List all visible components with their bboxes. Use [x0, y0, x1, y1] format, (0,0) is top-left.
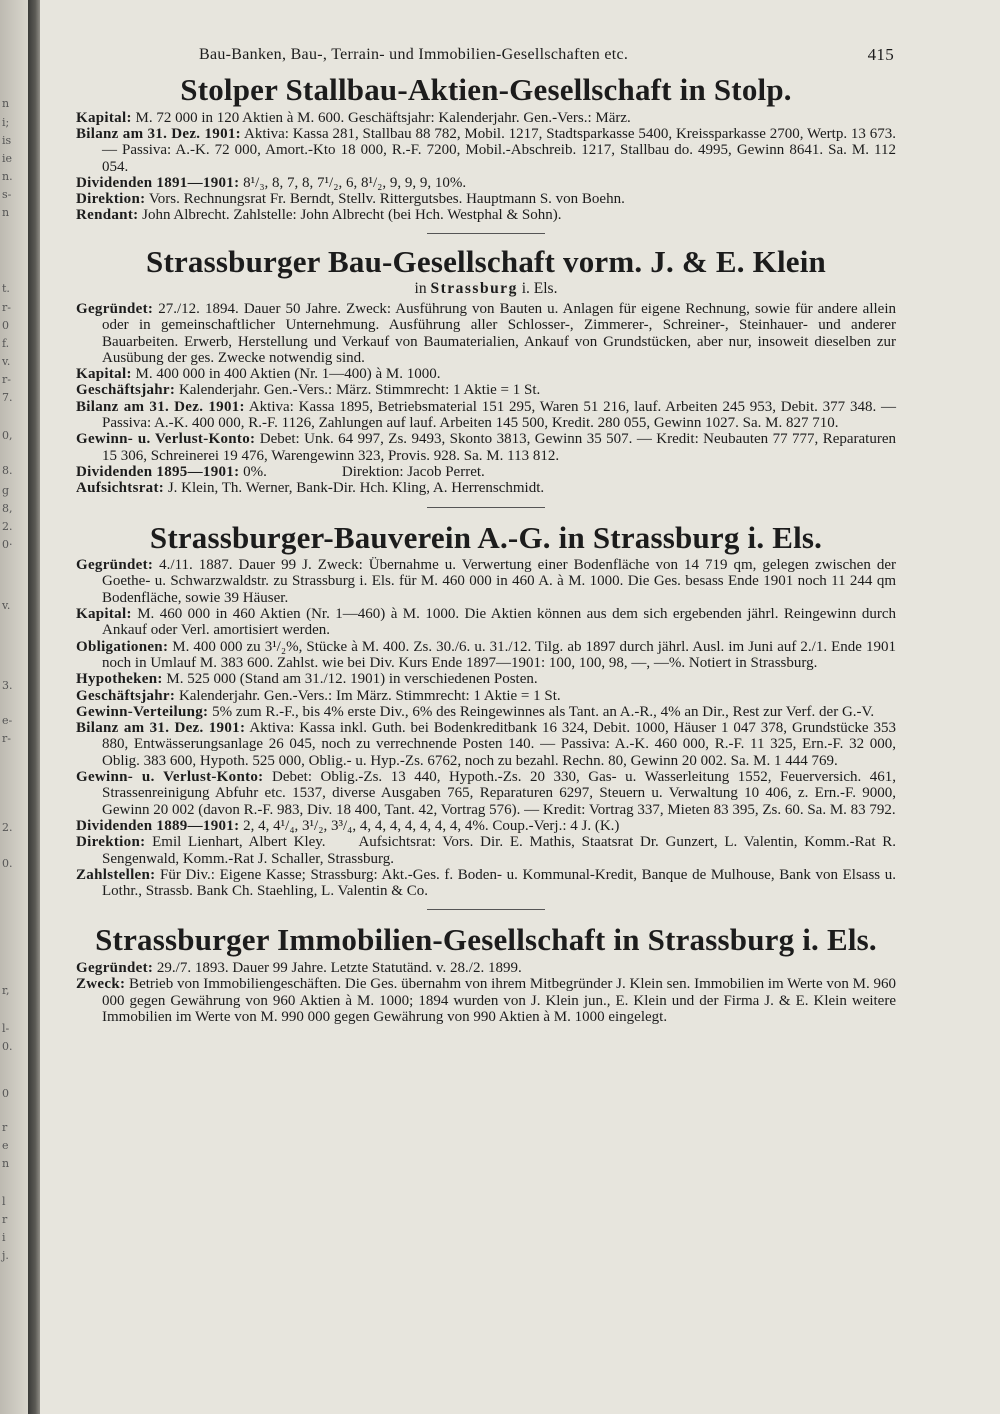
entry-dividenden: [76, 464, 896, 480]
gutter-fragment: 2.: [2, 821, 13, 834]
entry-label: Kapital:: [76, 109, 132, 126]
entry-label: Hypotheken:: [76, 671, 163, 688]
company-strassburger-immobilien: [76, 922, 896, 1025]
entry-zweck: [76, 976, 896, 1025]
gutter-fragment: is: [2, 134, 12, 147]
entry-text: 0%. Direktion: Jacob Perret.: [239, 463, 485, 480]
running-head-title: Bau-Banken, Bau-, Terrain- und Immobilien-Gesellschaften etc.: [199, 46, 629, 63]
gutter-fragment: l: [2, 1195, 6, 1208]
entry-text: 29./7. 1893. Dauer 99 Jahre. Letzte Statutänd. v. 28./2. 1899.: [153, 960, 522, 977]
company-heading: Stolper Stallbau-Aktien-Gesellschaft in Stolp.: [180, 72, 792, 107]
entry-text: 8¹/₃, 8, 7, 8, 7¹/₂, 6, 8¹/₂, 9, 9, 9, 10%.: [239, 174, 467, 191]
entry-label: Dividenden 1895—1901:: [76, 463, 240, 480]
page-number: 415: [867, 45, 894, 64]
entry-text: Emil Lienhart, Albert Kley. Aufsichtsrat: Vors. Dir. E. Mathis, Staatsrat Dr. Gunzert, L. Valentin, Komm.-Rat R. Sengenwald, Komm.-Rat J. Schaller, Strassburg.: [102, 834, 900, 867]
entry-direktion: [76, 191, 896, 207]
gutter-fragment: 8.: [2, 464, 13, 477]
entry-label: Geschäftsjahr:: [76, 687, 176, 704]
entry-text: Aktiva: Kassa 281, Stallbau 88 782, Mobil. 1217, Stadtsparkasse 5400, Kreissparkasse 2700, Wertp. 13 673. — Passiva: A.-K. 72 000, Amort.-Kto 18 000, R.-F. 7200, Mobil.-Abschreib. 1217, Stallbau do. 4995, Gewinn 8641. Sa. M. 112 054.: [102, 125, 896, 175]
page: [76, 38, 900, 1025]
gutter-fragment: i;: [2, 116, 10, 129]
entry-bilanz: [76, 126, 896, 175]
gutter-fragment: v.: [2, 355, 11, 368]
gutter-fragment: 0,: [2, 429, 13, 442]
gutter-fragment: 0.: [2, 857, 13, 870]
entry-geschaeftsjahr: [76, 688, 896, 704]
entry-text: John Albrecht. Zahlstelle: John Albrecht (bei Hch. Westphal & Sohn).: [138, 207, 562, 224]
binding-edge: [28, 0, 40, 1414]
gutter-fragment: r-: [2, 301, 11, 314]
entry-label: Gewinn-Verteilung:: [76, 703, 209, 720]
entry-zahlstellen: [76, 867, 896, 900]
section-divider: [427, 909, 545, 910]
gutter-fragment: r: [2, 1121, 8, 1134]
gutter-fragment: l-: [2, 1022, 10, 1035]
entry-label: Gegründet:: [76, 557, 154, 574]
company-entries: [76, 301, 896, 497]
section-divider: [427, 233, 545, 234]
subheading-suffix: i. Els.: [517, 280, 558, 298]
entry-label: Gewinn- u. Verlust-Konto:: [76, 769, 264, 786]
entry-label: Gegründet:: [76, 300, 154, 317]
entry-hypotheken: [76, 671, 896, 687]
entry-text: Aktiva: Kassa inkl. Guth. bei Bodenkreditbank 16 324, Debit. 1000, Häuser 1 047 378, Grundstücke 353 880, Entwässerungsanlage 26 045, noch zu verrechnende Posten 140. — Passiva: A.-K. 460 000, R.-F. 11 325, Ern.-F. 32 000, Oblig. 383 600, Hypoth. 525 000, Oblig.- u. Hyp.-Zs. 6762, noch zu bezahl. Rechn. 80, Gewinn 20 002. Sa. M. 1 444 769.: [102, 720, 896, 769]
gutter-fragment: n: [2, 206, 10, 219]
entry-text: M. 72 000 in 120 Aktien à M. 600. Geschäftsjahr: Kalenderjahr. Gen.-Vers.: März.: [131, 109, 631, 126]
entry-gegruendet: [76, 960, 896, 976]
gutter-fragment: 2.: [2, 520, 13, 533]
company-heading: Strassburger Bau-Gesellschaft vorm. J. & E. Klein: [146, 243, 826, 279]
gutter-fragment: 0: [2, 319, 9, 332]
gutter-fragment: f.: [2, 337, 10, 350]
subheading-prefix: in: [414, 280, 431, 298]
entry-geschaeftsjahr: [76, 382, 896, 398]
entry-label: Rendant:: [76, 207, 139, 224]
gutter-fragment: n: [2, 1157, 10, 1170]
company-strassburger-bau-gesellschaft: [76, 244, 896, 497]
gutter-fragment: 3.: [2, 679, 13, 692]
gutter-fragment: s-: [2, 188, 12, 201]
entry-text: Aktiva: Kassa 1895, Betriebsmaterial 151 295, Waren 51 216, lauf. Arbeiten 245 953, Debit. 377 348. — Passiva: A.-K. 400 000, R.-F. 1126, Zahlungen auf lauf. Arbeiten 145 500, Kredit. 280 055, Gewinn 1027. Sa. M. 827 710.: [102, 398, 896, 432]
gutter-fragment: 7.: [2, 391, 13, 404]
gutter-fragment: r: [2, 1213, 8, 1226]
company-strassburger-bauverein: [76, 519, 900, 900]
entry-gegruendet: [76, 557, 896, 606]
entry-text: 5% zum R.-F., bis 4% erste Div., 6% des Reingewinnes als Tant. an A.-R., 4% an Dir., Rest zur Verf. der G.-V.: [208, 703, 875, 720]
entry-kapital: [76, 366, 896, 382]
entry-label: Direktion:: [76, 191, 146, 208]
entry-direktion: [76, 834, 900, 867]
company-heading: Strassburger Immobilien-Gesellschaft in Strassburg i. Els.: [95, 922, 877, 958]
gutter-fragment: r,: [2, 984, 10, 997]
company-stolper-stallbau: [76, 72, 896, 224]
entry-text: M. 525 000 (Stand am 31./12. 1901) in verschiedenen Posten.: [162, 671, 538, 688]
entry-text: Für Div.: Eigene Kasse; Strassburg: Akt.-Ges. f. Boden- u. Kommunal-Kredit, Banque de Mulhouse, Bank von Elsass u. Lothr., Strassb. Bank Ch. Staehling, L. Valentin & Co.: [102, 866, 896, 900]
company-subheading: [76, 280, 896, 299]
entry-text: J. Klein, Th. Werner, Bank-Dir. Hch. Kling, A. Herrenschmidt.: [164, 480, 545, 497]
entry-label: Dividenden 1889—1901:: [76, 817, 240, 834]
company-entries: [76, 557, 900, 900]
running-head: [76, 38, 896, 64]
entry-label: Obligationen:: [76, 638, 169, 655]
entry-label: Dividenden 1891—1901:: [76, 174, 240, 191]
gutter-fragment: r-: [2, 373, 11, 386]
entry-label: Bilanz am 31. Dez. 1901:: [76, 125, 241, 142]
entry-text: M. 400 000 zu 3¹/₂%, Stücke à M. 400. Zs. 30./6. u. 31./12. Tilg. ab 1897 durch jährl. Ausl. im Juni auf 2./1. Ende 1901 noch in Umlauf M. 383 600. Zahlst. wie bei Div. Kurs Ende 1897—1901: 100, 100, 98, —, —%. Notiert in Strassburg.: [102, 638, 896, 671]
entry-text: M. 400 000 in 400 Aktien (Nr. 1—400) à M. 1000.: [131, 366, 441, 383]
entry-text: Debet: Oblig.-Zs. 13 440, Hypoth.-Zs. 20 330, Gas- u. Wasserleitung 1552, Feuerversich. 461, Strassenreinigung Abfuhr etc. 1537, diverse Ausgaben 765, Reparaturen 6297, Steuern u. Verwaltung 10 406, z. Ern.-F. 9000, Gewinn 20 002 (davon R.-F. 983, Div. 18 400, Tant. 42, Vortrag 576). — Kredit: Vortrag 337, Mieten 83 395, Zs. 60. Sa. M. 83 792.: [102, 769, 897, 818]
company-heading: Strassburger-Bauverein A.-G. in Strassburg i. Els.: [149, 519, 823, 555]
entry-label: Bilanz am 31. Dez. 1901:: [76, 720, 246, 737]
entry-text: M. 460 000 in 460 Aktien (Nr. 1—460) à M. 1000. Die Aktien können aus dem sich ergebenden jährl. Reingewinn durch Ankauf oder Verl. amortisiert werden.: [102, 606, 896, 639]
entry-dividenden: [76, 175, 896, 191]
gutter-fragment: t.: [2, 282, 10, 295]
gutter-fragment: 0: [2, 1087, 9, 1100]
gutter-fragment: j.: [2, 1249, 9, 1262]
gutter-fragment: ie: [2, 152, 13, 165]
gutter-fragment: n: [2, 97, 10, 110]
entry-text: Vors. Rechnungsrat Fr. Berndt, Stellv. Rittergutsbes. Hauptmann S. von Boehn.: [145, 191, 625, 208]
gutter-fragment: 0·: [2, 538, 13, 551]
entry-text: Kalenderjahr. Gen.-Vers.: Im März. Stimmrecht: 1 Aktie = 1 St.: [175, 687, 561, 704]
entry-rendant: [76, 207, 896, 223]
entry-label: Zahlstellen:: [76, 866, 156, 883]
entry-text: Kalenderjahr. Gen.-Vers.: März. Stimmrecht: 1 Aktie = 1 St.: [175, 382, 541, 399]
gutter-fragment: e: [2, 1139, 9, 1152]
entry-text: 2, 4, 4¹/₄, 3¹/₂, 3³/₄, 4, 4, 4, 4, 4, 4, 4, 4%. Coup.-Verj.: 4 J. (K.): [239, 817, 620, 834]
entry-obligationen: [76, 639, 896, 672]
gutter-fragment: 0.: [2, 1040, 13, 1053]
gutter-fragment: r-: [2, 732, 11, 745]
entry-label: Bilanz am 31. Dez. 1901:: [76, 398, 245, 415]
entry-text: 4./11. 1887. Dauer 99 J. Zweck: Übernahme u. Verwertung einer Bodenfläche von 14 719 qm, gelegen zwischen der Goethe- u. Schwarzwaldstr. zu Strassburg i. Els. für M. 460 000 in 460 A. à M. 1000. Die Ges. besass Ende 1901 noch 11 244 qm Bodenfläche, sowie 39 Häuser.: [102, 557, 896, 606]
gutter-fragment: n.: [2, 170, 13, 183]
entry-label: Aufsichtsrat:: [76, 480, 165, 497]
entry-kapital: [76, 606, 896, 639]
entry-text: Debet: Unk. 64 997, Zs. 9493, Skonto 3813, Gewinn 35 507. — Kredit: Neubauten 77 777, Reparaturen 15 306, Schreinerei 19 476, Warengewinn 323, Provis. 928. Sa. M. 113 812.: [102, 431, 896, 464]
entry-label: Gegründet:: [76, 960, 154, 977]
gutter-fragment: e-: [2, 714, 13, 727]
entry-gewinn-verteilung: [76, 704, 896, 720]
entry-text: Betrieb von Immobiliengeschäften. Die Ges. übernahm von ihrem Mitbegründer J. Klein sen. Immobilien im Werte von M. 960 000 gegen Gewährung von 960 Aktien à M. 1000; 1894 wurden von J. Klein jun., E. Klein und der Firma J. & E. Klein weitere Immobilien im Werte von M. 990 000 gegen Gewährung von 990 Aktien à M. 1000 eingelegt.: [102, 976, 896, 1025]
entry-label: Direktion:: [76, 834, 146, 851]
entry-bilanz: [76, 720, 896, 769]
company-entries: [76, 110, 896, 224]
entry-label: Geschäftsjahr:: [76, 382, 176, 399]
gutter-fragment: v.: [2, 599, 11, 612]
entry-label: Kapital:: [76, 606, 132, 623]
entry-label: Gewinn- u. Verlust-Konto:: [76, 431, 256, 448]
gutter-fragment: i: [2, 1231, 6, 1244]
entry-label: Kapital:: [76, 366, 132, 383]
entry-kapital: [76, 110, 896, 126]
company-entries: [76, 960, 896, 1025]
entry-text: 27./12. 1894. Dauer 50 Jahre. Zweck: Ausführung von Bauten u. Anlagen für eigene Rechnung, sowie für andere allein oder in gemeinschaftlicher Unternehmung. Ausführung aller Schlosser-, Zimmerer-, Schreiner-, Steinhauer- und anderer Bauarbeiten. Erwerb, Herstellung und Verkauf von Baumaterialien, Ankauf von Grundstücken, aber nur, insoweit dieselben zur Ausübung der ges. Zwecke notwendig sind.: [102, 300, 896, 366]
entry-aufsichtsrat: [76, 480, 896, 496]
gutter-fragment: g: [2, 484, 10, 497]
subheading-city: Strassburg: [430, 280, 518, 298]
entry-gegruendet: [76, 301, 896, 366]
section-divider: [427, 507, 545, 508]
entry-dividenden: [76, 818, 896, 834]
entry-label: Zweck:: [76, 976, 126, 993]
entry-gewinn-verlust: [76, 769, 896, 818]
gutter-fragment: 8,: [2, 502, 13, 515]
entry-gewinn-verlust: [76, 431, 896, 464]
entry-bilanz: [76, 399, 896, 432]
